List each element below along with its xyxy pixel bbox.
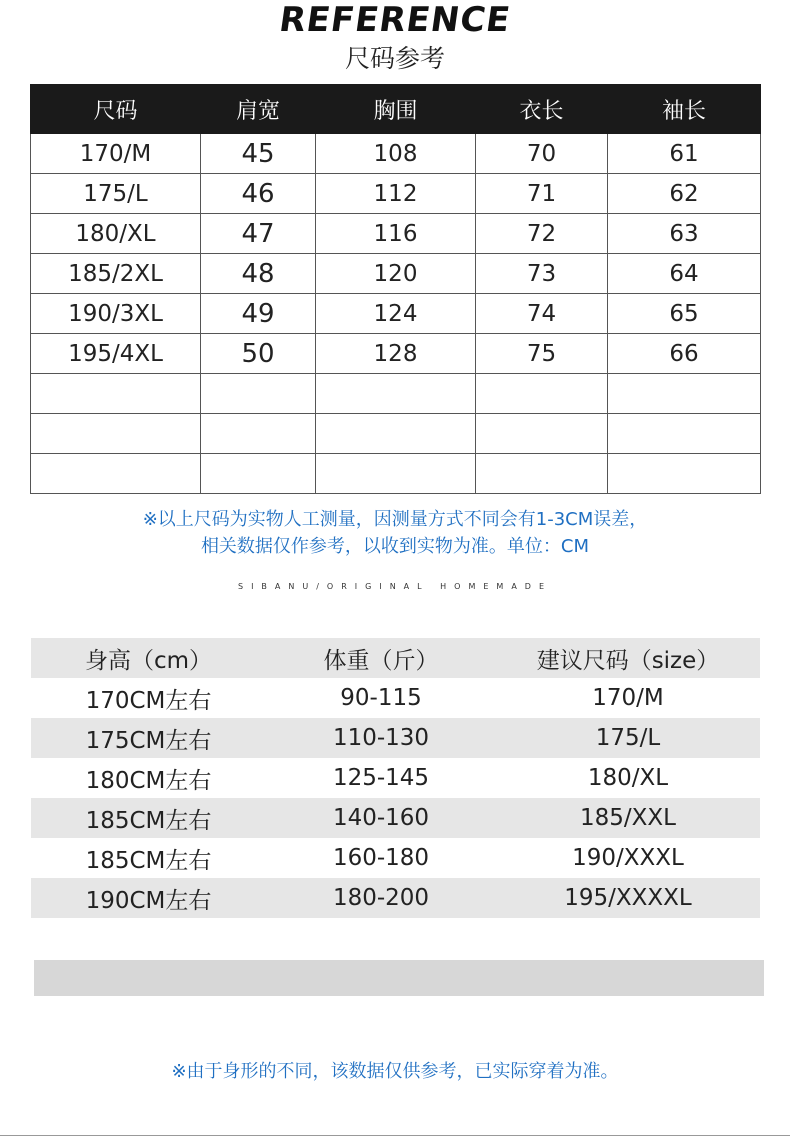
size-chart-table <box>30 84 761 494</box>
cell-empty <box>608 454 761 494</box>
cell-suggested-size: 195/XXXXL <box>496 878 760 918</box>
cell-sleeve: 63 <box>608 214 761 254</box>
cell-height: 180CM左右 <box>85 767 212 794</box>
cell-sleeve: 61 <box>608 134 761 174</box>
cell-height: 170CM左右 <box>85 687 212 714</box>
measurement-note <box>0 506 790 560</box>
table-row <box>31 838 760 878</box>
header-shoulder: 肩宽 <box>201 85 316 134</box>
header-height: 身高（cm） <box>31 638 266 678</box>
cell-suggested-size: 190/XXXL <box>572 845 684 871</box>
cell-sleeve: 66 <box>608 334 761 374</box>
cell-height: 185CM左右 <box>85 847 212 874</box>
cell-shoulder: 46 <box>201 174 316 214</box>
table-row <box>31 758 760 798</box>
brand-tagline: SIBANU/ORIGINAL HOMEMADE <box>237 582 553 591</box>
cell-chest: 112 <box>316 174 476 214</box>
divider-bar <box>34 960 764 996</box>
table-row <box>31 294 761 334</box>
cell-weight: 125-145 <box>332 765 430 791</box>
cell-weight: 90-115 <box>340 685 422 711</box>
bottom-divider <box>0 1135 790 1136</box>
header-chest: 胸围 <box>316 85 476 134</box>
cell-shoulder: 48 <box>201 254 316 294</box>
cell-empty <box>31 374 201 414</box>
cell-length: 74 <box>476 294 608 334</box>
table-row <box>31 214 761 254</box>
table-row-empty <box>31 454 761 494</box>
cell-empty <box>316 374 476 414</box>
header-size: 尺码 <box>31 85 201 134</box>
cell-weight: 140-160 <box>266 798 496 838</box>
cell-sleeve: 64 <box>608 254 761 294</box>
cell-shoulder: 45 <box>201 134 316 174</box>
cell-empty <box>201 414 316 454</box>
cell-shoulder: 50 <box>201 334 316 374</box>
cell-chest: 108 <box>316 134 476 174</box>
recommendation-header-row <box>31 638 760 678</box>
cell-size: 180/XL <box>31 214 201 254</box>
cell-empty <box>316 454 476 494</box>
cell-empty <box>31 454 201 494</box>
cell-empty <box>476 374 608 414</box>
table-row <box>31 334 761 374</box>
cell-size: 175/L <box>31 174 201 214</box>
measurement-note-line2: 相关数据仅作参考，以收到实物为准。单位：CM <box>200 536 590 557</box>
cell-empty <box>476 414 608 454</box>
header-sleeve: 袖长 <box>608 85 761 134</box>
cell-chest: 120 <box>316 254 476 294</box>
cell-sleeve: 65 <box>608 294 761 334</box>
header-weight: 体重（斤） <box>266 638 496 678</box>
measurement-note-line1: ※以上尺码为实物人工测量，因测量方式不同会有1-3CM误差， <box>142 509 648 530</box>
cell-height: 175CM左右 <box>31 718 266 758</box>
header-suggested-size: 建议尺码（size） <box>496 638 760 678</box>
size-chart-header-row <box>31 85 761 134</box>
cell-empty <box>316 414 476 454</box>
cell-empty <box>476 454 608 494</box>
cell-size: 170/M <box>31 134 201 174</box>
table-row-empty <box>31 414 761 454</box>
cell-sleeve: 62 <box>608 174 761 214</box>
cell-length: 71 <box>476 174 608 214</box>
cell-size: 185/2XL <box>31 254 201 294</box>
header-length: 衣长 <box>476 85 608 134</box>
table-row <box>31 798 760 838</box>
cell-chest: 128 <box>316 334 476 374</box>
cell-suggested-size: 170/M <box>592 685 664 711</box>
cell-length: 72 <box>476 214 608 254</box>
cell-empty <box>201 374 316 414</box>
cell-size: 190/3XL <box>31 294 201 334</box>
page-subtitle: 尺码参考 <box>344 44 445 73</box>
cell-suggested-size: 175/L <box>496 718 760 758</box>
table-row <box>31 878 760 918</box>
cell-empty <box>608 414 761 454</box>
cell-size: 195/4XL <box>31 334 201 374</box>
cell-shoulder: 47 <box>201 214 316 254</box>
cell-weight: 160-180 <box>332 845 430 871</box>
cell-weight: 180-200 <box>266 878 496 918</box>
recommendation-table <box>31 638 760 918</box>
cell-empty <box>608 374 761 414</box>
cell-empty <box>31 414 201 454</box>
cell-length: 70 <box>476 134 608 174</box>
cell-shoulder: 49 <box>201 294 316 334</box>
table-row <box>31 718 760 758</box>
cell-weight: 110-130 <box>266 718 496 758</box>
table-row <box>31 254 761 294</box>
table-row-empty <box>31 374 761 414</box>
cell-suggested-size: 180/XL <box>587 765 669 791</box>
cell-chest: 124 <box>316 294 476 334</box>
table-row <box>31 134 761 174</box>
cell-height: 185CM左右 <box>31 798 266 838</box>
cell-length: 75 <box>476 334 608 374</box>
cell-suggested-size: 185/XXL <box>496 798 760 838</box>
table-row <box>31 174 761 214</box>
cell-height: 190CM左右 <box>31 878 266 918</box>
page-title: REFERENCE <box>276 0 514 40</box>
fit-disclaimer: ※由于身形的不同，该数据仅供参考，已实际穿着为准。 <box>171 1061 619 1082</box>
cell-length: 73 <box>476 254 608 294</box>
cell-chest: 116 <box>316 214 476 254</box>
table-row <box>31 678 760 718</box>
cell-empty <box>201 454 316 494</box>
